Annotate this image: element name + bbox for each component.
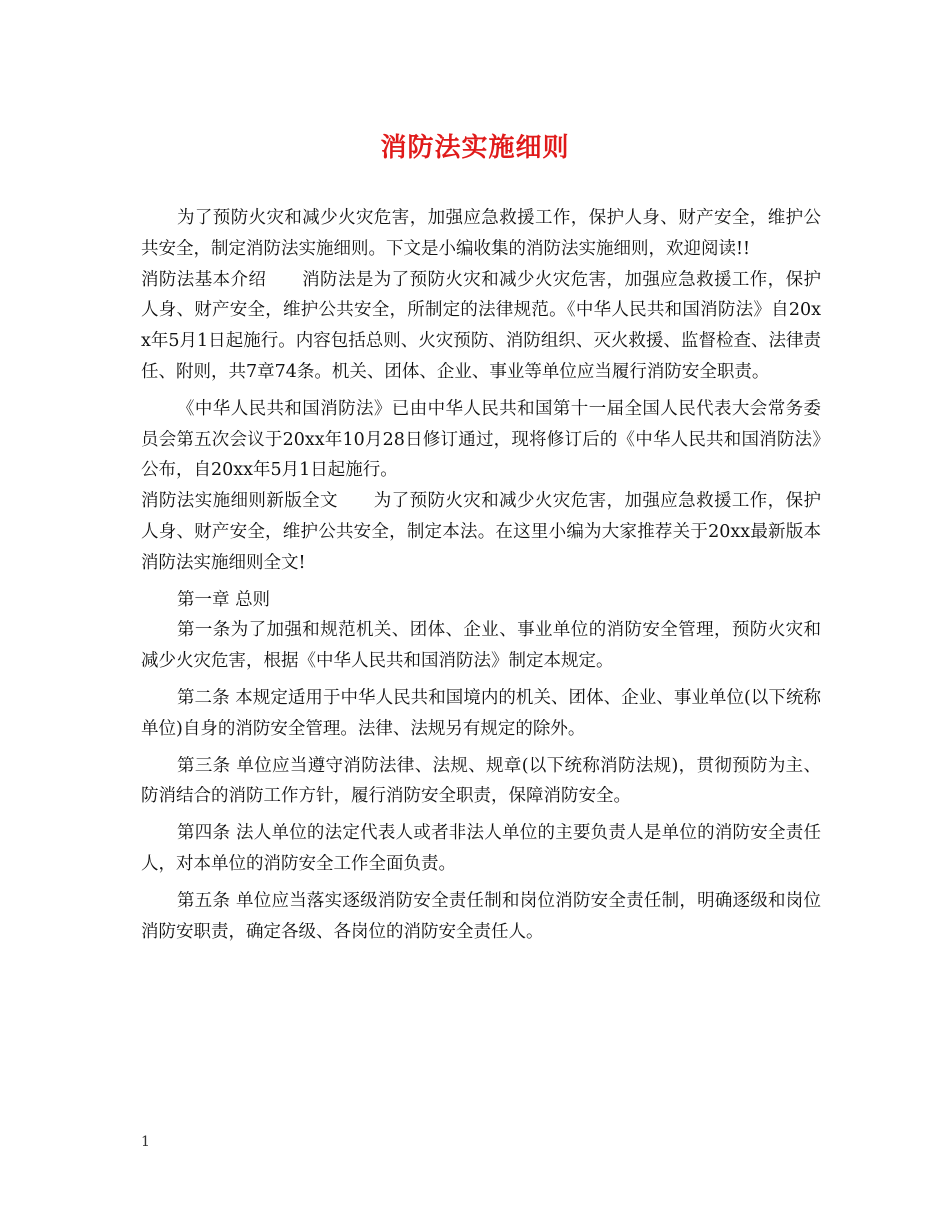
paragraph-intro: 为了预防火灾和减少火灾危害，加强应急救援工作，保护人身、财产安全，维护公共安全，制定消防法实施细则。下文是小编收集的消防法实施细则，欢迎阅读!! [141,208,821,259]
paragraph-basic-intro: 消防法基本介绍 消防法是为了预防火灾和减少火灾危害，加强应急救援工作，保护人身、财产安全，维护公共安全，所制定的法律规范。《中华人民共和国消防法》自20xx年5月1日起施行。内容包括总则、火灾预防、消防组织、灭火救援、监督检查、法律责任、附则，共7章74条。机关、团体、企业、事业等单位应当履行消防安全职责。 [141,269,821,382]
paragraph-new-version: 消防法实施细则新版全文 为了预防火灾和减少火灾危害，加强应急救援工作，保护人身、财产安全，维护公共安全，制定本法。在这里小编为大家推荐关于20xx最新版本消防法实施细则全文! [141,491,821,573]
article-2: 第二条 本规定适用于中华人民共和国境内的机关、团体、企业、事业单位(以下统称单位)自身的消防安全管理。法律、法规另有规定的除外。 [141,687,821,739]
chapter-heading: 第一章 总则 [177,589,271,610]
article-1: 第一条为了加强和规范机关、团体、企业、事业单位的消防安全管理，预防火灾和减少火灾危害，根据《中华人民共和国消防法》制定本规定。 [141,620,821,672]
article-4: 第四条 法人单位的法定代表人或者非法人单位的主要负责人是单位的消防安全责任人，对本单位的消防安全工作全面负责。 [141,823,821,874]
page-number: 1 [141,1134,150,1150]
article-3: 第三条 单位应当遵守消防法律、法规、规章(以下统称消防法规)，贯彻预防为主、防消结合的消防工作方针，履行消防安全职责，保障消防安全。 [141,755,821,807]
document-title: 消防法实施细则 [380,133,570,163]
paragraph-law-announcement: 《中华人民共和国消防法》已由中华人民共和国第十一届全国人民代表大会常务委员会第五次会议于20xx年10月28日修订通过，现将修订后的《中华人民共和国消防法》公布，自20xx年5月1日起施行。 [141,398,821,481]
document-body [141,203,821,947]
article-5: 第五条 单位应当落实逐级消防安全责任制和岗位消防安全责任制，明确逐级和岗位消防安职责，确定各级、各岗位的消防安全责任人。 [141,890,821,942]
